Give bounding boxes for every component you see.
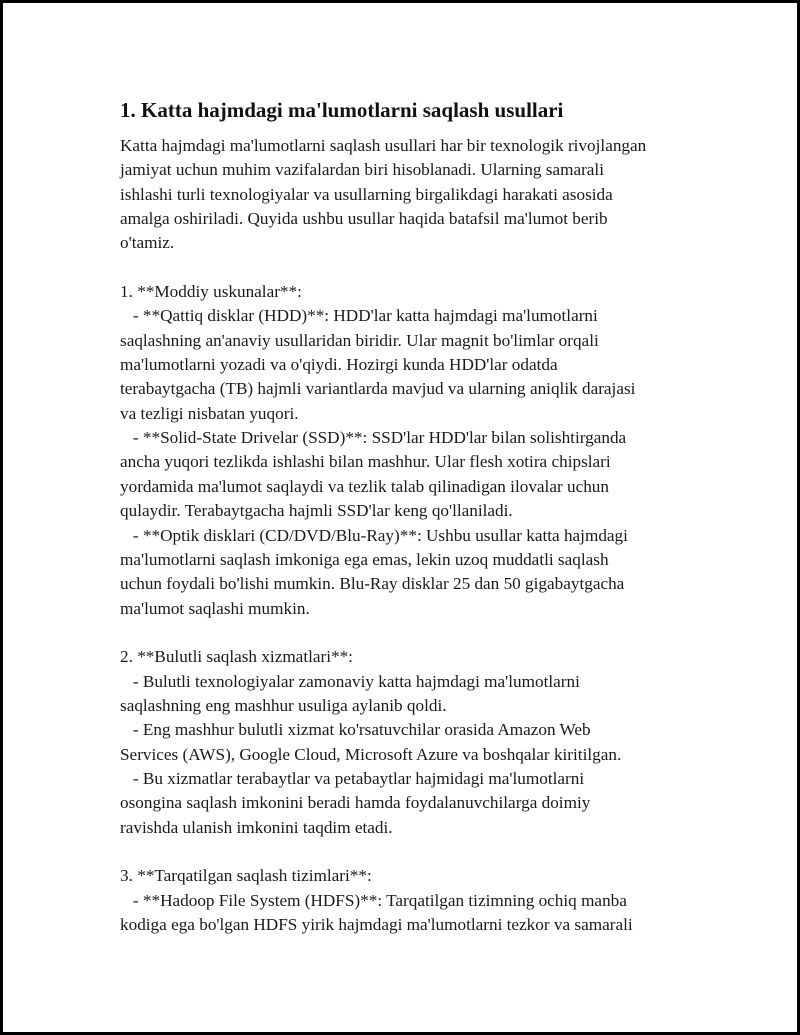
document-body — [120, 97, 690, 937]
text-line: ravishda ulanish imkonini taqdim etadi. — [120, 817, 393, 837]
text-line: Services (AWS), Google Cloud, Microsoft Azure va boshqalar kiritilgan. — [120, 744, 622, 764]
text-line: o'tamiz. — [120, 233, 175, 253]
text-line: 2. **Bulutli saqlash xizmatlari**: — [120, 647, 353, 667]
text-line: va tezligi nisbatan yuqori. — [120, 403, 299, 423]
section-heading: 1. Katta hajmdagi ma'lumotlarni saqlash usullari — [120, 98, 564, 122]
text-line: - **Hadoop File System (HDFS)**: Tarqatilgan tizimning ochiq manba — [120, 890, 627, 910]
text-line: - Eng mashhur bulutli xizmat ko'rsatuvchilar orasida Amazon Web — [120, 720, 591, 740]
text-line: qulaydir. Terabaytgacha hajmli SSD'lar keng qo'llaniladi. — [120, 501, 513, 521]
text-line: kodiga ega bo'lgan HDFS yirik hajmdagi ma'lumotlarni tezkor va samarali — [120, 915, 633, 934]
text-line: - Bu xizmatlar terabaytlar va petabaytlar hajmidagi ma'lumotlarni — [120, 768, 585, 788]
text-line: ancha yuqori tezlikda ishlashi bilan mashhur. Ular flesh xotira chipslari — [120, 452, 611, 472]
text-line: Katta hajmdagi ma'lumotlarni saqlash usullari har bir texnologik rivojlangan — [120, 136, 647, 155]
blank-line — [120, 840, 690, 864]
text-line: 1. **Moddiy uskunalar**: — [120, 282, 302, 302]
text-line: terabaytgacha (TB) hajmli variantlarda mavjud va ularning aniqlik darajasi — [120, 379, 636, 399]
blank-line — [120, 621, 690, 645]
text-line: osongina saqlash imkonini beradi hamda foydalanuvchilarga doimiy — [120, 793, 591, 813]
text-line: saqlashning an'anaviy usullaridan biridir. Ular magnit bo'limlar orqali — [120, 330, 599, 350]
text-line: ma'lumotlarni saqlash imkoniga ega emas, lekin uzoq muddatli saqlash — [120, 549, 609, 569]
paragraph-lines — [120, 134, 690, 937]
text-line: ma'lumot saqlashi mumkin. — [120, 598, 310, 618]
text-line: amalga oshiriladi. Quyida ushbu usullar haqida batafsil ma'lumot berib — [120, 209, 608, 229]
text-line: jamiyat uchun muhim vazifalardan biri hisoblanadi. Ularning samarali — [120, 160, 604, 180]
text-line: - **Qattiq disklar (HDD)**: HDD'lar katta hajmdagi ma'lumotlarni — [120, 306, 598, 326]
text-line: - **Optik disklari (CD/DVD/Blu-Ray)**: Ushbu usullar katta hajmdagi — [120, 525, 628, 545]
text-line: 3. **Tarqatilgan saqlash tizimlari**: — [120, 866, 372, 886]
text-line: yordamida ma'lumot saqlaydi va tezlik talab qilinadigan ilovalar uchun — [120, 476, 609, 496]
text-line: uchun foydali bo'lishi mumkin. Blu-Ray disklar 25 dan 50 gigabaytgacha — [120, 574, 625, 594]
text-line: saqlashning eng mashhur usuliga aylanib qoldi. — [120, 695, 447, 715]
text-line: ishlashi turli texnologiyalar va usullarning birgalikdagi harakati asosida — [120, 184, 613, 204]
blank-line — [120, 256, 690, 280]
text-line: - Bulutli texnologiyalar zamonaviy katta hajmdagi ma'lumotlarni — [120, 671, 580, 691]
text-line: ma'lumotlarni yozadi va o'qiydi. Hozirgi kunda HDD'lar odatda — [120, 355, 558, 375]
text-line: - **Solid-State Drivelar (SSD)**: SSD'lar HDD'lar bilan solishtirganda — [120, 428, 627, 448]
